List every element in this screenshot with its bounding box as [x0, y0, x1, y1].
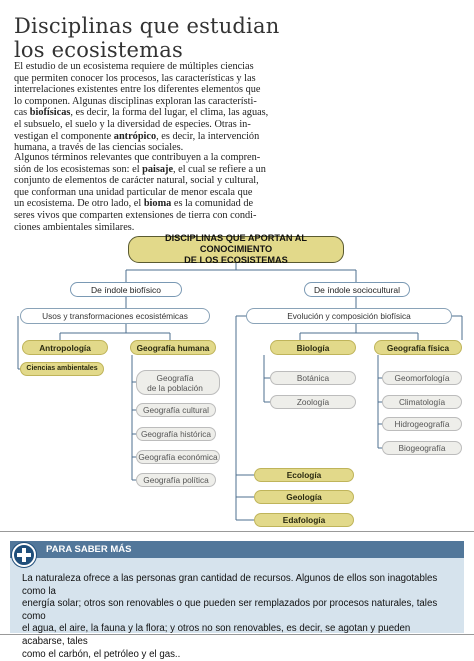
text-line: La naturaleza ofrece a las personas gran cantidad de recursos. Algunos de ellos son inagotables como la	[22, 573, 438, 597]
info-banner	[10, 541, 464, 558]
label-line: Geografía	[156, 372, 194, 383]
text-line: cas	[14, 107, 30, 119]
header-line-2: DE LOS ECOSISTEMAS	[184, 255, 288, 265]
node-ecologia: Ecología	[254, 468, 354, 482]
page-title	[14, 14, 464, 62]
terms-paragraph	[14, 152, 458, 233]
node-ciencias-ambientales: Ciencias ambientales	[20, 362, 104, 376]
bottom-divider	[0, 634, 474, 635]
node-geografia-humana: Geografía humana	[130, 340, 216, 355]
section-divider	[0, 531, 474, 532]
node-geografia-fisica: Geografía física	[374, 340, 462, 355]
text-line: energía solar; otros son renovables o que pueden ser remplazados por procesos naturales, tales como	[22, 598, 438, 622]
node-antropologia: Antropología	[22, 340, 108, 355]
term-biofisicas: biofísicas	[29, 107, 71, 119]
node-biologia: Biología	[270, 340, 356, 355]
node-geografia-poblacion	[136, 370, 220, 395]
info-heading: PARA SABER MÁS	[46, 544, 132, 555]
node-geografia-politica: Geografía política	[136, 473, 216, 487]
node-geografia-economica: Geografía económica	[136, 450, 220, 464]
diagram-header	[128, 233, 344, 265]
node-hidrogeografia: Hidrogeografía	[382, 417, 462, 431]
text-line: el subsuelo, el suelo y la diversidad de especies. Otras in-	[14, 118, 251, 130]
text-line: conjunto de elementos de carácter natural, social y cultural,	[14, 175, 259, 187]
node-geomorfologia: Geomorfología	[382, 371, 462, 385]
node-edafologia: Edafología	[254, 513, 354, 527]
text-line: el agua, el aire, la fauna y la flora; y otros no son renovables, es decir, se agotan y pueden acabarse, tales	[22, 623, 411, 647]
info-text	[22, 573, 454, 661]
text-line: es la comunidad de	[171, 198, 254, 210]
text-line: humana, a través de las ciencias sociales.	[14, 142, 184, 154]
text-line: , es decir, la intervención	[156, 130, 260, 142]
text-line: Algunos términos relevantes que contribuyen a la compren-	[14, 152, 261, 163]
text-line: lo componen. Algunas disciplinas exploran las característi-	[14, 95, 257, 107]
text-line: seres vivos que comparten extensiones de tierra con condi-	[14, 209, 257, 221]
term-antropico: antrópico	[113, 130, 157, 142]
node-usos-transformaciones: Usos y transformaciones ecosistémicas	[20, 308, 210, 324]
text-line: vestigan el componente	[14, 130, 114, 142]
title-line-1: Disciplinas que estudian	[14, 14, 280, 38]
node-zoologia: Zoología	[270, 395, 356, 409]
node-biogeografia: Biogeografía	[382, 441, 462, 455]
header-line-1: DISCIPLINAS QUE APORTAN AL CONOCIMIENTO	[164, 233, 308, 254]
text-line: un ecosistema. De otro lado, el	[14, 198, 144, 210]
text-line: interrelaciones existentes entre los diferentes elementos que	[14, 84, 261, 96]
text-line: ciones ambientales similares.	[14, 221, 135, 233]
node-evolucion-composicion: Evolución y composición biofísica	[246, 308, 452, 324]
info-panel	[10, 541, 464, 660]
intro-paragraph	[14, 61, 458, 154]
node-sociocultural: De índole sociocultural	[304, 282, 410, 297]
node-geologia: Geología	[254, 490, 354, 504]
term-paisaje: paisaje	[142, 163, 174, 175]
label-line: de la población	[147, 382, 203, 393]
text-line: como el carbón, el petróleo y el gas..	[22, 648, 181, 660]
node-climatologia: Climatología	[382, 395, 462, 409]
text-line: El estudio de un ecosistema requiere de múltiples ciencias	[14, 61, 254, 72]
text-line: , es decir, la forma del lugar, el clima, las aguas,	[70, 107, 269, 119]
text-line: sión de los ecosistemas son: el	[14, 163, 143, 175]
term-bioma: bioma	[143, 198, 172, 210]
text-line: que conforman una unidad particular de menor escala que	[14, 186, 253, 198]
node-biofisico: De índole biofísico	[70, 282, 182, 297]
text-line: , el cual se refiere a un	[173, 163, 266, 175]
plus-icon	[12, 543, 36, 567]
title-line-2: los ecosistemas	[14, 38, 183, 62]
node-botanica: Botánica	[270, 371, 356, 385]
node-geografia-historica: Geografía histórica	[136, 427, 216, 441]
node-geografia-cultural: Geografía cultural	[136, 403, 216, 417]
text-line: que permiten conocer los procesos, las características y las	[14, 72, 256, 84]
